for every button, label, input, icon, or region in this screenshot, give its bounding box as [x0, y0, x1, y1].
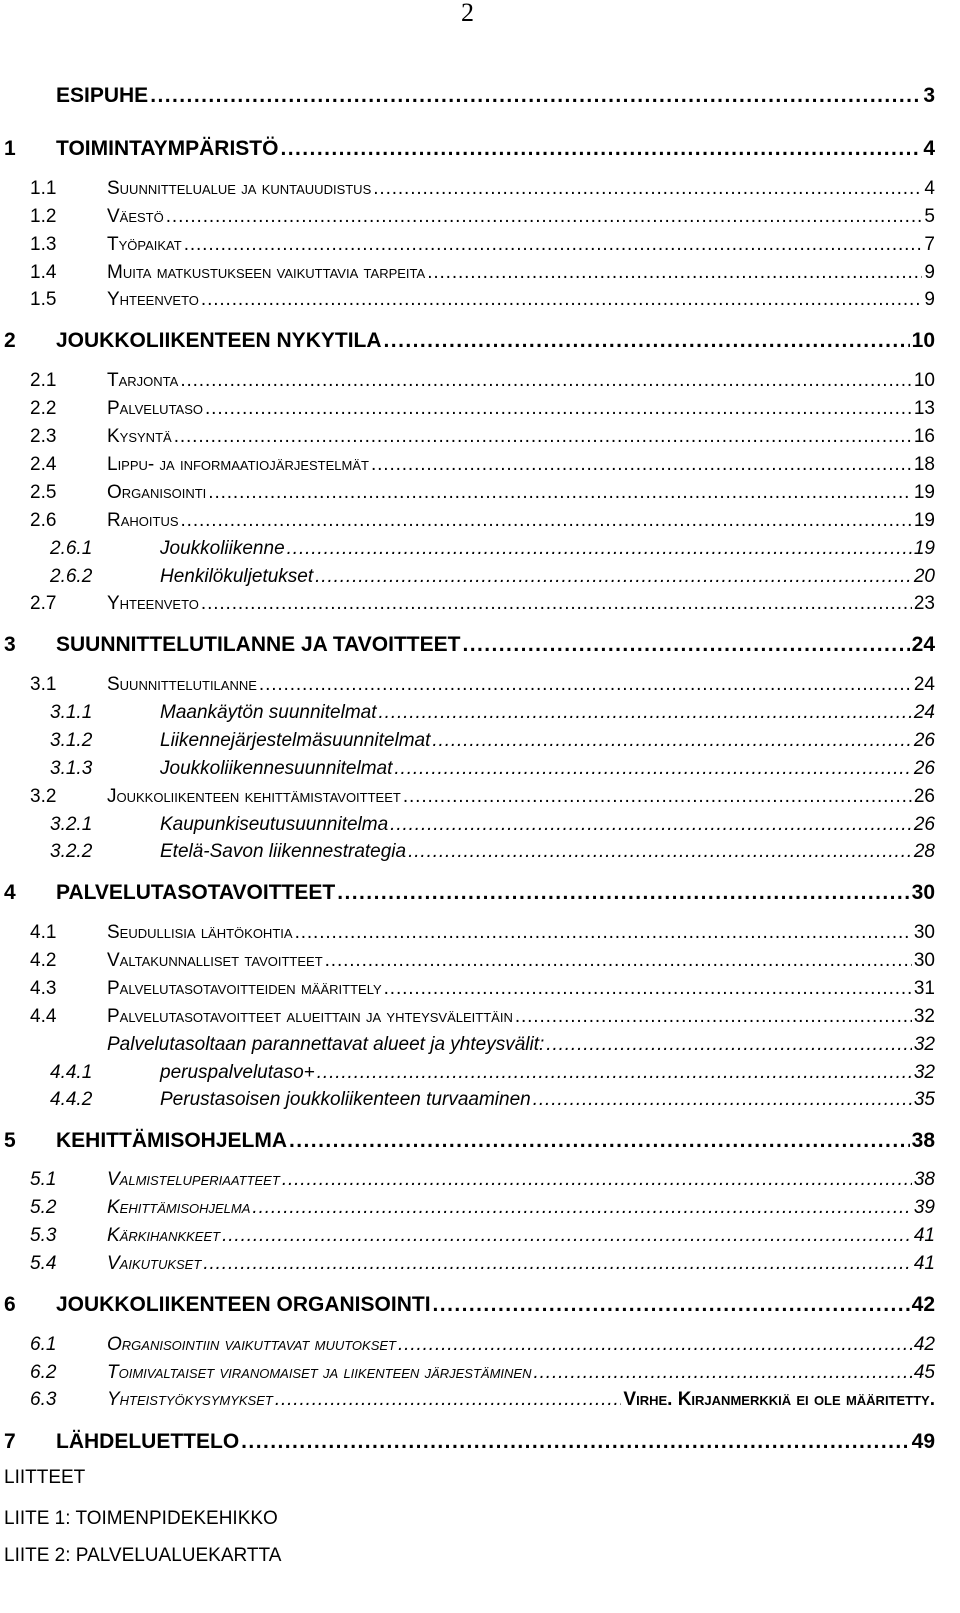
- toc-entry-number: 6.2: [30, 1362, 57, 1383]
- dot-leader: [275, 1389, 622, 1411]
- toc-entry-title: Väestö: [107, 206, 164, 227]
- toc-entry-page: 26: [913, 814, 935, 835]
- toc-entry-number: 3.2.2: [50, 841, 93, 862]
- appendix-heading: LIITTEET: [4, 1467, 86, 1488]
- toc-entry-number: 1.4: [30, 262, 57, 283]
- toc-entry[interactable]: [0, 426, 935, 452]
- dot-leader: [432, 730, 911, 752]
- toc-entry[interactable]: [0, 814, 935, 840]
- dot-leader: [241, 1430, 909, 1454]
- toc-entry-title: Valtakunnalliset tavoitteet: [107, 950, 323, 971]
- toc-entry-number: 3.2.1: [50, 814, 93, 835]
- dot-leader: [203, 1253, 912, 1275]
- toc-entry-page: 23: [913, 593, 935, 614]
- dot-leader: [515, 1006, 912, 1028]
- toc-entry[interactable]: [0, 674, 935, 700]
- toc-entry-title: Organisointiin vaikuttavat muutokset: [107, 1334, 396, 1355]
- toc-entry-number: 2.1: [30, 370, 57, 391]
- dot-leader: [150, 84, 921, 108]
- dot-leader: [166, 206, 923, 228]
- toc-entry[interactable]: [0, 1389, 935, 1415]
- toc-entry[interactable]: [0, 1129, 935, 1155]
- toc-entry-page: 26: [913, 758, 935, 779]
- toc-entry-number: 4.4.2: [50, 1089, 93, 1110]
- toc-entry[interactable]: [0, 1225, 935, 1251]
- toc-entry-title: SUUNNITTELUTILANNE JA TAVOITTEET: [56, 633, 461, 656]
- toc-entry-page: 32: [913, 1006, 935, 1027]
- toc-entry-page: 24: [913, 674, 935, 695]
- toc-entry-title: Kaupunkiseutusuunnitelma: [160, 814, 389, 835]
- toc-entry-title: Etelä-Savon liikennestrategia: [160, 841, 407, 862]
- toc-entry-page: 4: [924, 178, 935, 199]
- toc-entry-number: 1.2: [30, 206, 57, 227]
- toc-entry[interactable]: [0, 758, 935, 784]
- dot-leader: [280, 137, 921, 161]
- toc-entry-page: 24: [913, 702, 935, 723]
- toc-entry-page: 24: [911, 633, 935, 656]
- dot-leader: [427, 262, 922, 284]
- toc-entry-page: 5: [924, 206, 935, 227]
- toc-entry[interactable]: [0, 510, 935, 536]
- toc-entry-title: Vaikutukset: [107, 1253, 202, 1274]
- toc-entry[interactable]: [0, 1197, 935, 1223]
- dot-leader: [180, 370, 912, 392]
- appendix-item[interactable]: LIITE 2: PALVELUALUEKARTTA: [4, 1545, 282, 1566]
- toc-entry-number: 4.4: [30, 1006, 57, 1027]
- dot-leader: [325, 950, 912, 972]
- toc-entry[interactable]: [0, 289, 935, 315]
- dot-leader: [546, 1034, 912, 1056]
- toc-entry-number: 4.1: [30, 922, 57, 943]
- toc-entry-title: peruspalvelutaso+: [160, 1062, 315, 1083]
- toc-entry[interactable]: [0, 206, 935, 232]
- toc-entry-page: 38: [911, 1129, 935, 1152]
- toc-entry-page: 30: [913, 950, 935, 971]
- toc-entry-page: 20: [913, 566, 935, 587]
- toc-entry-number: 4.3: [30, 978, 57, 999]
- toc-entry-title: Yhteenveto: [107, 289, 199, 310]
- toc-entry-number: 2.6.2: [50, 566, 93, 587]
- dot-leader: [315, 566, 912, 588]
- toc-entry-page: 7: [924, 234, 935, 255]
- toc-entry-title: Lippu- ja informaatiojärjestelmät: [107, 454, 369, 475]
- dot-leader: [252, 1197, 911, 1219]
- toc-entry-number: 4.4.1: [50, 1062, 93, 1083]
- toc-entry[interactable]: [0, 950, 935, 976]
- toc-entry-title: Kehittämisohjelma: [107, 1197, 251, 1218]
- toc-entry-number: 1.3: [30, 234, 57, 255]
- appendix-item[interactable]: LIITE 1: TOIMENPIDEKEHIKKO: [4, 1508, 278, 1529]
- toc-entry-title: Perustasoisen joukkoliikenteen turvaaminen: [160, 1089, 531, 1110]
- toc-entry[interactable]: [0, 538, 935, 564]
- toc-entry-page: 16: [913, 426, 935, 447]
- toc-entry[interactable]: [0, 329, 935, 355]
- toc-entry-page: 30: [913, 922, 935, 943]
- dot-leader: [533, 1089, 912, 1111]
- toc-entry-page: 9: [924, 262, 935, 283]
- toc-entry[interactable]: [0, 730, 935, 756]
- toc-entry-number: 2.7: [30, 593, 57, 614]
- toc-entry-number: 1.1: [30, 178, 57, 199]
- toc-entry[interactable]: [0, 841, 935, 867]
- toc-entry-page: 42: [911, 1293, 935, 1316]
- toc-entry[interactable]: [0, 370, 935, 396]
- dot-leader: [205, 398, 912, 420]
- toc-entry[interactable]: [0, 1334, 935, 1360]
- dot-leader: [174, 426, 912, 448]
- toc-entry-page: 41: [913, 1225, 935, 1246]
- toc-entry-title: Rahoitus: [107, 510, 179, 531]
- toc-entry-page: 49: [911, 1430, 935, 1453]
- dot-leader: [371, 454, 912, 476]
- toc-entry-page: 45: [913, 1362, 935, 1383]
- toc-entry-title: Toimivaltaiset viranomaiset ja liikenteen järjestäminen: [107, 1362, 532, 1383]
- toc-entry-number: 5: [4, 1129, 16, 1152]
- toc-entry-title: Valmisteluperiaatteet: [107, 1169, 280, 1190]
- toc-entry[interactable]: [0, 593, 935, 619]
- toc-entry-page: 42: [913, 1334, 935, 1355]
- toc-entry-title: Kärkihankkeet: [107, 1225, 221, 1246]
- toc-entry-title: LÄHDELUETTELO: [56, 1430, 240, 1453]
- toc-entry-title: Palvelutasotavoitteiden määrittely: [107, 978, 382, 999]
- toc-entry-number: 3.1.1: [50, 702, 93, 723]
- dot-leader: [462, 633, 909, 657]
- toc-entry-number: 3.2: [30, 786, 57, 807]
- toc-entry-title: TOIMINTAYMPÄRISTÖ: [56, 137, 279, 160]
- dot-leader: [201, 593, 912, 615]
- toc-entry-number: 4: [4, 881, 16, 904]
- dot-leader: [384, 329, 910, 353]
- dot-leader: [433, 1293, 910, 1317]
- toc-entry-title: Joukkoliikenne: [160, 538, 285, 559]
- toc-entry-number: 5.3: [30, 1225, 57, 1246]
- toc-entry-number: 2.4: [30, 454, 57, 475]
- toc-entry-title: Joukkoliikenteen kehittämistavoitteet: [107, 786, 401, 807]
- toc-entry-page: 28: [913, 841, 935, 862]
- dot-leader: [384, 978, 912, 1000]
- toc-entry[interactable]: [0, 398, 935, 424]
- toc-entry[interactable]: [0, 482, 935, 508]
- page-number: 2: [461, 0, 474, 27]
- dot-leader: [373, 178, 922, 200]
- toc-entry-title: PALVELUTASOTAVOITTEET: [56, 881, 336, 904]
- toc-entry-number: 2.5: [30, 482, 57, 503]
- toc-entry[interactable]: [0, 1006, 935, 1032]
- toc-entry-page: 19: [913, 510, 935, 531]
- toc-entry-title: Seudullisia lähtökohtia: [107, 922, 293, 943]
- toc-entry-title: Palvelutasotavoitteet alueittain ja yhteysväleittäin: [107, 1006, 513, 1027]
- toc-entry-page: 19: [913, 538, 935, 559]
- toc-entry-page: Virhe. Kirjanmerkkiä ei ole määritetty.: [623, 1389, 935, 1410]
- toc-entry-title: Muita matkustukseen vaikuttavia tarpeita: [107, 262, 426, 283]
- toc-entry[interactable]: [0, 702, 935, 728]
- toc-entry-number: 6.1: [30, 1334, 57, 1355]
- toc-entry-title: Organisointi: [107, 482, 207, 503]
- dot-leader: [295, 922, 912, 944]
- toc-entry-title: Kysyntä: [107, 426, 172, 447]
- dot-leader: [222, 1225, 912, 1247]
- toc-entry-title: Palvelutaso: [107, 398, 203, 419]
- toc-entry[interactable]: [0, 1253, 935, 1279]
- dot-leader: [394, 758, 911, 780]
- toc-entry-title: JOUKKOLIIKENTEEN ORGANISOINTI: [56, 1293, 431, 1316]
- toc-entry-page: 26: [913, 786, 935, 807]
- toc-entry[interactable]: [0, 1034, 935, 1060]
- toc-entry-title: Liikennejärjestelmäsuunnitelmat: [160, 730, 431, 751]
- toc-entry[interactable]: [0, 633, 935, 659]
- toc-entry[interactable]: [0, 1089, 935, 1115]
- toc-entry[interactable]: [0, 566, 935, 592]
- toc-entry[interactable]: [0, 1430, 935, 1456]
- toc-entry-page: 38: [913, 1169, 935, 1190]
- dot-leader: [259, 674, 912, 696]
- dot-leader: [408, 841, 912, 863]
- toc-entry[interactable]: [0, 1062, 935, 1088]
- toc-entry-number: 2.6.1: [50, 538, 93, 559]
- toc-entry-page: 35: [913, 1089, 935, 1110]
- toc-entry-title: Työpaikat: [107, 234, 182, 255]
- dot-leader: [287, 538, 912, 560]
- toc-entry-number: 3.1.2: [50, 730, 93, 751]
- toc-entry[interactable]: [0, 786, 935, 812]
- toc-entry-page: 39: [913, 1197, 935, 1218]
- toc-entry-number: 7: [4, 1430, 16, 1453]
- toc-entry-title: Yhteenveto: [107, 593, 199, 614]
- toc-entry-page: 10: [913, 370, 935, 391]
- toc-entry-title: Suunnittelutilanne: [107, 674, 257, 695]
- toc-entry-title: Tarjonta: [107, 370, 179, 391]
- toc-entry-title: JOUKKOLIIKENTEEN NYKYTILA: [56, 329, 382, 352]
- toc-entry-number: 2: [4, 329, 16, 352]
- dot-leader: [181, 510, 912, 532]
- toc-entry-page: 41: [913, 1253, 935, 1274]
- toc-entry-page: 10: [911, 329, 935, 352]
- toc-entry-number: 3: [4, 633, 16, 656]
- toc-entry-title: ESIPUHE: [56, 84, 149, 107]
- toc-entry-page: 9: [924, 289, 935, 310]
- dot-leader: [184, 234, 923, 256]
- toc-entry-number: 3.1: [30, 674, 57, 695]
- toc-entry[interactable]: [0, 84, 935, 110]
- dot-leader: [317, 1062, 912, 1084]
- toc-entry-number: 5.1: [30, 1169, 57, 1190]
- toc-entry[interactable]: [0, 262, 935, 288]
- toc-entry-page: 4: [923, 137, 935, 160]
- toc-entry-page: 13: [913, 398, 935, 419]
- toc-entry[interactable]: [0, 1362, 935, 1388]
- toc-entry[interactable]: [0, 137, 935, 163]
- toc-entry[interactable]: [0, 978, 935, 1004]
- dot-leader: [282, 1169, 912, 1191]
- toc-entry[interactable]: [0, 454, 935, 480]
- toc-entry-page: 3: [923, 84, 935, 107]
- dot-leader: [208, 482, 912, 504]
- toc-entry-page: 30: [911, 881, 935, 904]
- toc-entry[interactable]: [0, 1293, 935, 1319]
- toc-entry-number: 6: [4, 1293, 16, 1316]
- toc-entry-number: 2.3: [30, 426, 57, 447]
- toc-entry-number: 6.3: [30, 1389, 57, 1410]
- toc-entry-number: 4.2: [30, 950, 57, 971]
- toc-entry-page: 18: [913, 454, 935, 475]
- toc-entry-title: KEHITTÄMISOHJELMA: [56, 1129, 287, 1152]
- toc-entry-title: Henkilökuljetukset: [160, 566, 314, 587]
- toc-entry-number: 1.5: [30, 289, 57, 310]
- toc-entry[interactable]: [0, 881, 935, 907]
- toc-entry-title: Joukkoliikennesuunnitelmat: [160, 758, 393, 779]
- dot-leader: [403, 786, 912, 808]
- dot-leader: [390, 814, 912, 836]
- toc-entry-title: Maankäytön suunnitelmat: [160, 702, 377, 723]
- toc-entry-title: Suunnittelualue ja kuntauudistus: [107, 178, 372, 199]
- toc-entry[interactable]: [0, 178, 935, 204]
- dot-leader: [337, 881, 909, 905]
- toc-entry-page: 31: [913, 978, 935, 999]
- dot-leader: [289, 1129, 910, 1153]
- dot-leader: [533, 1362, 911, 1384]
- toc-entry-number: 2.2: [30, 398, 57, 419]
- toc-entry[interactable]: [0, 234, 935, 260]
- toc-entry-title: Yhteistyökysymykset: [107, 1389, 273, 1410]
- toc-entry-page: 19: [913, 482, 935, 503]
- toc-entry-number: 1: [4, 137, 16, 160]
- dot-leader: [398, 1334, 912, 1356]
- toc-entry-number: 2.6: [30, 510, 57, 531]
- toc-entry-number: 5.2: [30, 1197, 57, 1218]
- toc-entry-number: 3.1.3: [50, 758, 93, 779]
- dot-leader: [379, 702, 912, 724]
- toc-entry-page: 32: [913, 1034, 935, 1055]
- toc-entry-number: 5.4: [30, 1253, 57, 1274]
- toc-entry-page: 32: [913, 1062, 935, 1083]
- toc-entry-title: Palvelutasoltaan parannettavat alueet ja yhteysvälit:: [107, 1034, 545, 1055]
- dot-leader: [201, 289, 923, 311]
- toc-entry-page: 26: [913, 730, 935, 751]
- toc-entry[interactable]: [0, 922, 935, 948]
- toc-entry[interactable]: [0, 1169, 935, 1195]
